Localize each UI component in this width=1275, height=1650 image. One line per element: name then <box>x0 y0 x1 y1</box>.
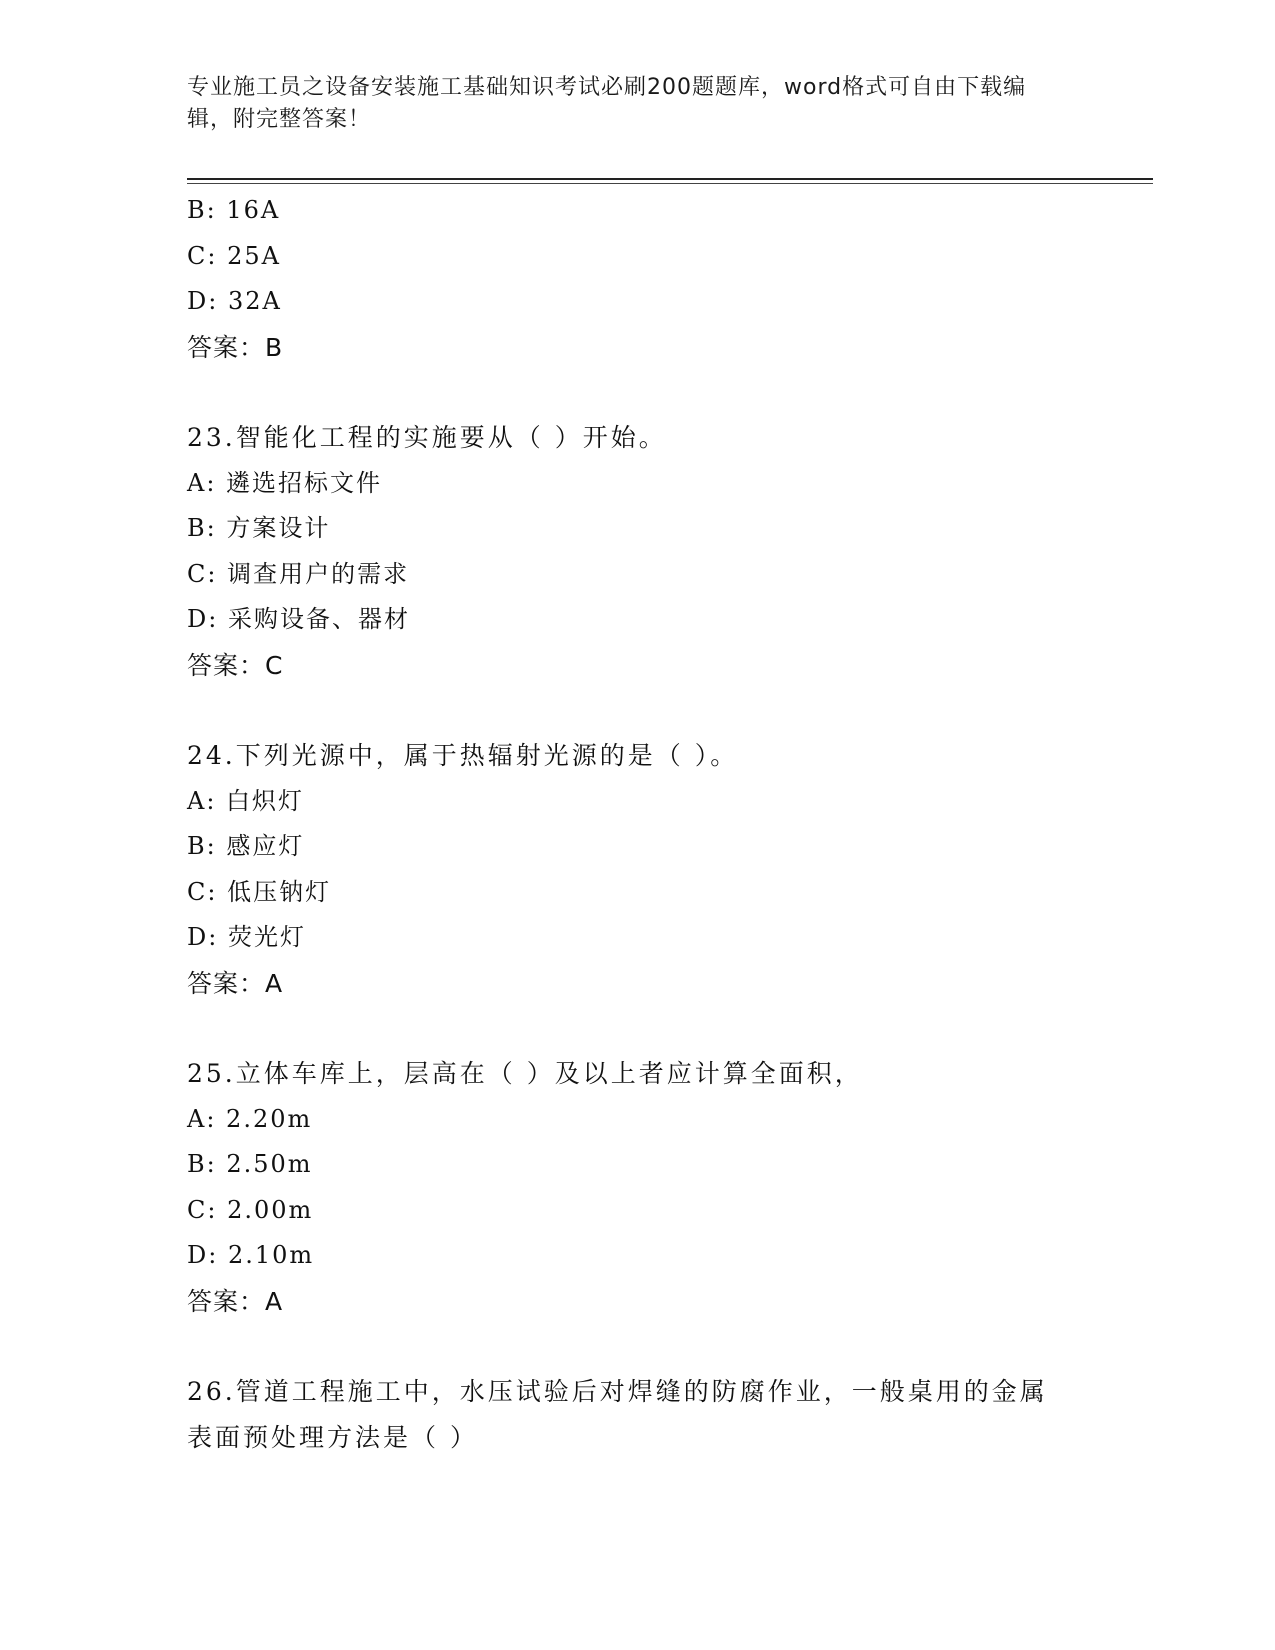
option-a: A: 白炽灯 <box>187 786 305 815</box>
option-c: C: 2.00m <box>187 1195 314 1224</box>
option-b: B: 方案设计 <box>187 514 331 542</box>
question-25 <box>187 1051 1117 1324</box>
option-a: A: 遴选招标文件 <box>187 468 383 497</box>
question-23 <box>187 415 1117 688</box>
question-24 <box>187 733 1117 1006</box>
question-22-continued <box>187 188 1117 370</box>
option-d: D: 采购设备、器材 <box>187 605 410 633</box>
question-text: 25.立体车库上，层高在（ ）及以上者应计算全面积， <box>187 1059 863 1088</box>
question-text: 23.智能化工程的实施要从（ ）开始。 <box>187 423 667 452</box>
option-b: B: 16A <box>187 196 281 224</box>
answer-line: 答案：B <box>187 332 284 362</box>
answer-line: 答案：A <box>187 968 284 998</box>
question-text: 26.管道工程施工中，水压试验后对焊缝的防腐作业，一般桌用的金属表面预处理方法是（ ） <box>187 1377 1048 1452</box>
option-c: C: 25A <box>187 241 281 270</box>
document-header <box>187 72 1067 136</box>
header-divider <box>187 178 1153 180</box>
question-list <box>187 188 1117 1460</box>
option-a: A: 2.20m <box>187 1104 313 1133</box>
header-divider-thin <box>187 183 1153 184</box>
option-b: B: 2.50m <box>187 1150 313 1178</box>
option-d: D: 荧光灯 <box>187 923 306 951</box>
option-c: C: 调查用户的需求 <box>187 559 410 588</box>
answer-line: 答案：A <box>187 1286 284 1316</box>
question-text: 24.下列光源中，属于热辐射光源的是（ ）。 <box>187 741 739 770</box>
question-26 <box>187 1369 1117 1460</box>
answer-line: 答案：C <box>187 650 284 680</box>
option-c: C: 低压钠灯 <box>187 877 332 906</box>
option-d: D: 32A <box>187 287 282 315</box>
option-d: D: 2.10m <box>187 1241 315 1269</box>
option-b: B: 感应灯 <box>187 832 305 860</box>
header-intro-text: 专业施工员之设备安装施工基础知识考试必刷200题题库，word格式可自由下载编辑，附完整答案！ <box>187 75 1027 132</box>
